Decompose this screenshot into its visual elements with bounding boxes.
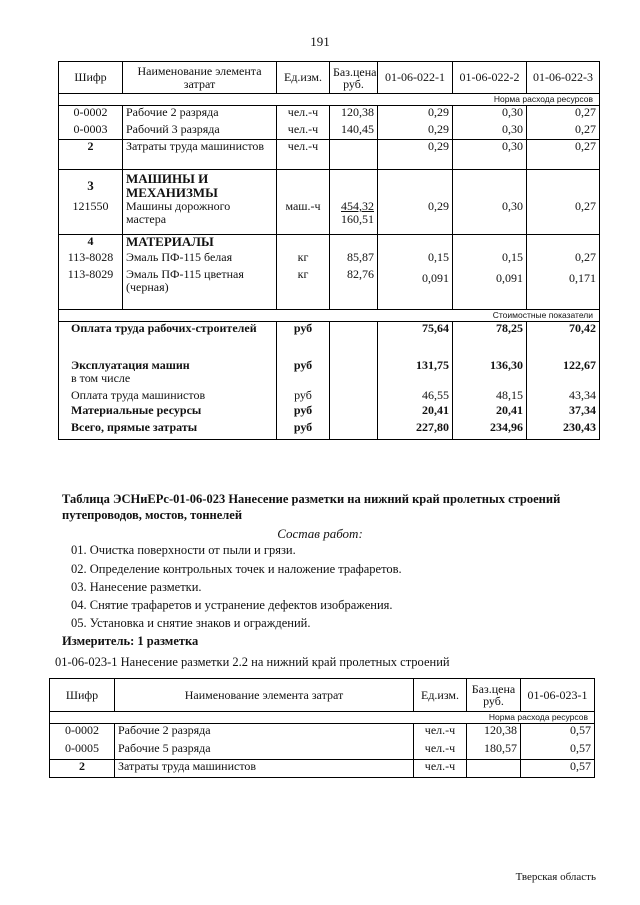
cell-code: 113-8029 xyxy=(59,268,123,309)
cell-name: МАШИНЫ И МЕХАНИЗМЫ xyxy=(123,170,277,201)
operation-item: 03. Нанесение разметки. xyxy=(71,580,202,594)
cell-name: Рабочие 2 разряда xyxy=(115,724,414,742)
cell-unit: чел.-ч xyxy=(414,724,467,742)
table-row xyxy=(59,170,600,201)
cell-unit: чел.-ч xyxy=(277,106,330,123)
subtitle: 01-06-023-1 Нанесение разметки 2.2 на нижний край пролетных строений xyxy=(55,655,450,669)
section-label: Норма расхода ресурсов xyxy=(59,94,600,106)
table-row xyxy=(59,123,600,140)
table-header-row xyxy=(59,62,600,94)
header-unit: Ед.изм. xyxy=(277,62,330,94)
cell-v2: 0,30 xyxy=(453,200,527,234)
cell-name: Затраты труда машинистов xyxy=(123,140,277,170)
cell-v2: 0,30 xyxy=(453,140,527,170)
cost-unit: руб xyxy=(277,404,330,421)
cost-v1: 75,64 xyxy=(378,321,453,355)
table-row xyxy=(59,268,600,309)
cost-name xyxy=(59,355,277,385)
cost-name: Оплата труда машинистов xyxy=(59,385,277,404)
cost-v1: 131,75 xyxy=(378,355,453,385)
cell-v1: 0,57 xyxy=(521,742,595,760)
cell-v3: 0,27 xyxy=(527,106,600,123)
operation-item: 02. Определение контрольных точек и наложение трафаретов. xyxy=(71,562,402,576)
header-code: Шифр xyxy=(59,62,123,94)
cost-unit: руб xyxy=(277,355,330,385)
header-col3: 01-06-022-3 xyxy=(527,62,600,94)
cell-price xyxy=(330,200,378,234)
resource-table-1 xyxy=(58,61,600,440)
table-row xyxy=(50,760,595,778)
table-row xyxy=(50,724,595,742)
section-row xyxy=(59,309,600,321)
price-value: 454,32 xyxy=(341,199,374,213)
cell-code: 0-0003 xyxy=(59,123,123,140)
cell-unit: кг xyxy=(277,251,330,268)
cell-v1: 0,15 xyxy=(378,251,453,268)
cell-v3: 0,171 xyxy=(527,268,600,309)
header-unit: Ед.изм. xyxy=(414,679,467,712)
cell-v2: 0,15 xyxy=(453,251,527,268)
cost-v2: 136,30 xyxy=(453,355,527,385)
cell-price: 85,87 xyxy=(330,251,378,268)
cell-v2: 0,30 xyxy=(453,123,527,140)
table-title: Таблица ЭСНиЕРс-01-06-023 Нанесение разметки на нижний край пролетных строений путепроводов, мостов, тоннелей xyxy=(62,492,561,522)
cost-v2: 234,96 xyxy=(453,421,527,439)
cost-name: Всего, прямые затраты xyxy=(59,421,277,439)
operation-item: 05. Установка и снятие знаков и ограждений. xyxy=(71,616,311,630)
header-code: Шифр xyxy=(50,679,115,712)
cost-v1: 46,55 xyxy=(378,385,453,404)
cell-price xyxy=(330,140,378,170)
table-row xyxy=(59,106,600,123)
cost-row xyxy=(59,355,600,385)
cell-v1: 0,29 xyxy=(378,106,453,123)
cell-unit: маш.-ч xyxy=(277,200,330,234)
cell-code: 2 xyxy=(50,760,115,778)
cell-name: Эмаль ПФ-115 цветная (черная) xyxy=(123,268,277,309)
cell-code: 121550 xyxy=(59,200,123,234)
section-label: Норма расхода ресурсов xyxy=(50,712,595,724)
cost-row xyxy=(59,404,600,421)
cell-price: 82,76 xyxy=(330,268,378,309)
cell-name: Рабочий 3 разряда xyxy=(123,123,277,140)
cell-name: Рабочие 2 разряда xyxy=(123,106,277,123)
cell-v2: 0,30 xyxy=(453,106,527,123)
cost-row xyxy=(59,421,600,439)
cost-unit: руб xyxy=(277,321,330,355)
operation-item: 01. Очистка поверхности от пыли и грязи. xyxy=(71,543,296,557)
cost-name-sub: в том числе xyxy=(71,371,131,385)
cell-code: 2 xyxy=(59,140,123,170)
cell-unit: чел.-ч xyxy=(277,123,330,140)
cell-name: Машины дорожного мастера xyxy=(123,200,277,234)
cell-unit: чел.-ч xyxy=(277,140,330,170)
table-row xyxy=(50,742,595,760)
composition-title: Состав работ: xyxy=(277,526,363,541)
cost-v3: 230,43 xyxy=(527,421,600,439)
header-col1: 01-06-023-1 xyxy=(521,679,595,712)
cell-v1: 0,29 xyxy=(378,123,453,140)
cell-name: Эмаль ПФ-115 белая xyxy=(123,251,277,268)
cell-code: 0-0005 xyxy=(50,742,115,760)
cell-name: МАТЕРИАЛЫ xyxy=(123,234,277,251)
table-row xyxy=(59,234,600,251)
cost-unit: руб xyxy=(277,421,330,439)
section-row xyxy=(59,94,600,106)
cell-code: 3 xyxy=(59,170,123,201)
cost-v3: 70,42 xyxy=(527,321,600,355)
table-row xyxy=(59,251,600,268)
price-value-2: 160,51 xyxy=(341,212,374,226)
cell-price: 180,57 xyxy=(467,742,521,760)
table-row xyxy=(59,140,600,170)
cell-v1: 0,091 xyxy=(378,268,453,309)
cell-price: 120,38 xyxy=(330,106,378,123)
cell-v3: 0,27 xyxy=(527,200,600,234)
section-label: Стоимостные показатели xyxy=(59,309,600,321)
cost-v3: 37,34 xyxy=(527,404,600,421)
cell-v2: 0,091 xyxy=(453,268,527,309)
cell-unit: чел.-ч xyxy=(414,742,467,760)
cell-v1: 0,29 xyxy=(378,140,453,170)
cell-unit: кг xyxy=(277,268,330,309)
cost-v2: 48,15 xyxy=(453,385,527,404)
cell-v1: 0,57 xyxy=(521,760,595,778)
header-name: Наименование элемента затрат xyxy=(115,679,414,712)
resource-table-2 xyxy=(49,678,595,778)
cell-code: 4 xyxy=(59,234,123,251)
measurer: Измеритель: 1 разметка xyxy=(62,634,199,648)
operation-item: 04. Снятие трафаретов и устранение дефектов изображения. xyxy=(71,598,393,612)
cost-row xyxy=(59,385,600,404)
header-col1: 01-06-022-1 xyxy=(378,62,453,94)
cell-v3: 0,27 xyxy=(527,140,600,170)
cost-v1: 227,80 xyxy=(378,421,453,439)
cost-v3: 43,34 xyxy=(527,385,600,404)
cell-price: 120,38 xyxy=(467,724,521,742)
cell-v1: 0,57 xyxy=(521,724,595,742)
section-row xyxy=(50,712,595,724)
cell-name: Затраты труда машинистов xyxy=(115,760,414,778)
cell-code: 0-0002 xyxy=(50,724,115,742)
cell-name: Рабочие 5 разряда xyxy=(115,742,414,760)
cell-code: 0-0002 xyxy=(59,106,123,123)
cost-v3: 122,67 xyxy=(527,355,600,385)
header-price: Баз.цена руб. xyxy=(330,62,378,94)
cost-name: Оплата труда рабочих-строителей xyxy=(59,321,277,355)
cell-price: 140,45 xyxy=(330,123,378,140)
cost-v1: 20,41 xyxy=(378,404,453,421)
cell-v1: 0,29 xyxy=(378,200,453,234)
cell-v3: 0,27 xyxy=(527,123,600,140)
cost-name-main: Эксплуатация машин xyxy=(71,358,190,372)
cost-v2: 78,25 xyxy=(453,321,527,355)
cell-code: 113-8028 xyxy=(59,251,123,268)
cell-v3: 0,27 xyxy=(527,251,600,268)
header-col2: 01-06-022-2 xyxy=(453,62,527,94)
header-price: Баз.цена руб. xyxy=(467,679,521,712)
cost-unit: руб xyxy=(277,385,330,404)
footer-region: Тверская область xyxy=(515,871,596,883)
header-name: Наименование элемента затрат xyxy=(123,62,277,94)
page-number: 191 xyxy=(310,34,330,49)
cost-v2: 20,41 xyxy=(453,404,527,421)
cell-unit: чел.-ч xyxy=(414,760,467,778)
cost-name: Материальные ресурсы xyxy=(59,404,277,421)
cost-row xyxy=(59,321,600,355)
table-row xyxy=(59,200,600,234)
table-header-row xyxy=(50,679,595,712)
cell-price xyxy=(467,760,521,778)
